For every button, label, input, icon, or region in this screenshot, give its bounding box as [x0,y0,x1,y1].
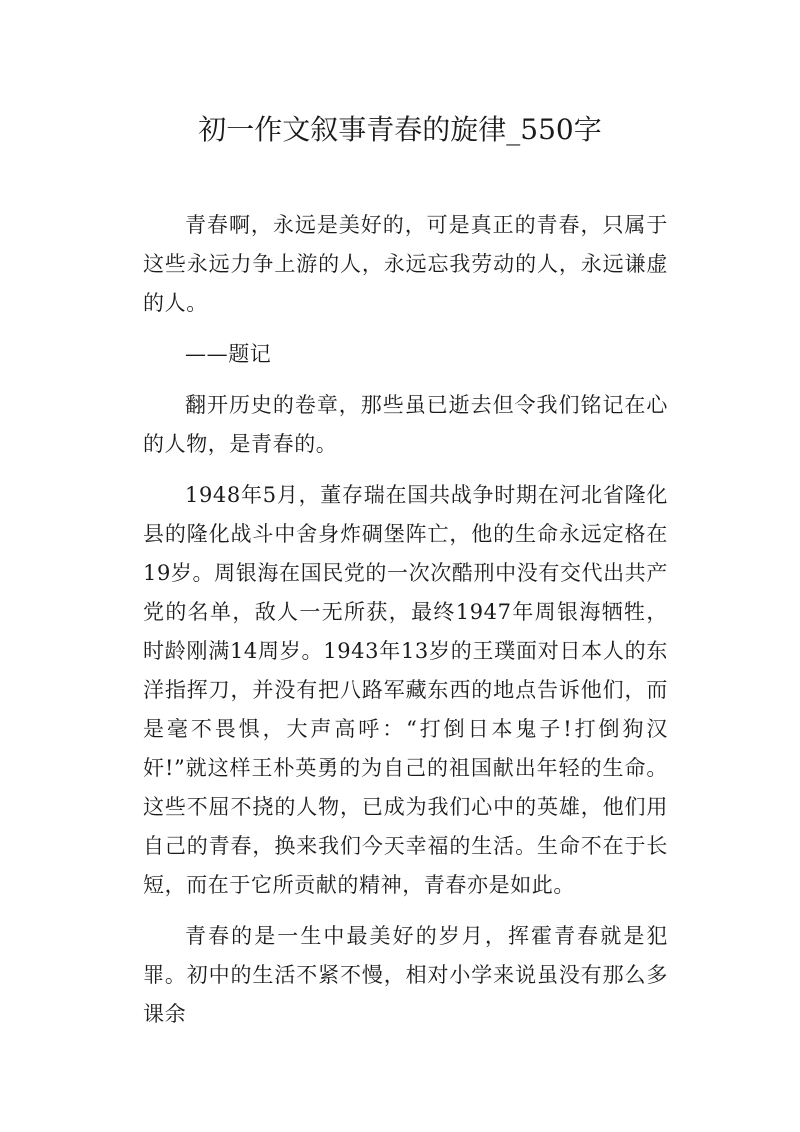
paragraph-epigraph: 青春啊，永远是美好的，可是真正的青春，只属于这些永远力争上游的人，永远忘我劳动的人，永远谦虚的人。 [143,213,668,315]
paragraph-epigraph-attribution: ——题记 [185,342,272,366]
paragraph-heroes: 1948年5月，董存瑞在国共战争时期在河北省隆化县的隆化战斗中舍身炸碉堡阵亡，他的生命永远定格在19岁。周银海在国民党的一次次酷刑中没有交代出共产党的名单，敌人一无所获，最终1947年周银海牺牲，时龄刚满14周岁。1943年13岁的王璞面对日本人的东洋指挥刀，并没有把八路军藏东西的地点告诉他们，而是毫不畏惧，大声高呼：“打倒日本鬼子!打倒狗汉奸!”就这样王朴英勇的为自己的祖国献出年轻的生命。这些不屈不挠的人物，已成为我们心中的英雄，他们用自己的青春，换来我们今天幸福的生活。生命不在于长短，而在于它所贡献的精神，青春亦是如此。 [143,483,668,897]
document-body [143,206,668,1034]
paragraph-youth: 青春的是一生中最美好的岁月，挥霍青春就是犯罪。初中的生活不紧不慢，相对小学来说虽没有那么多课余 [143,924,668,1026]
document-title: 初一作文叙事青春的旋律_550字 [198,113,602,146]
paragraph-intro: 翻开历史的卷章，那些虽已逝去但令我们铭记在心的人物，是青春的。 [143,393,668,456]
